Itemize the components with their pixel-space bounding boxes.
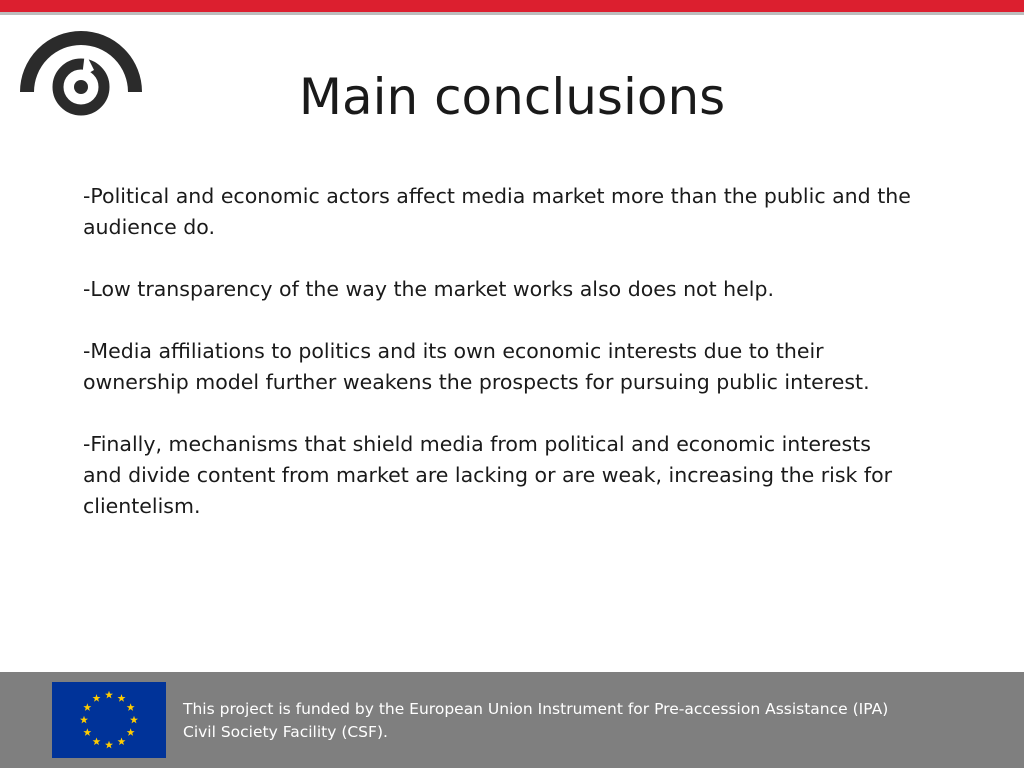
funding-notice: [183, 698, 983, 744]
eu-star-icon: [93, 694, 101, 702]
eu-star-icon: [127, 728, 135, 736]
eu-star-icon: [105, 741, 113, 749]
eu-star-icon: [93, 737, 101, 745]
eu-flag-icon: [52, 682, 166, 758]
funding-notice-line-2: Civil Society Facility (CSF).: [183, 723, 388, 741]
eu-star-icon: [127, 703, 135, 711]
eu-star-icon: [118, 694, 126, 702]
conclusion-paragraph: -Finally, mechanisms that shield media from political and economic interests and divide content from market are lacking or are weak, increasing the risk for clientelism.: [83, 432, 893, 518]
eu-star-icon: [118, 737, 126, 745]
eu-star-icon: [83, 703, 91, 711]
funding-footer: [0, 672, 1024, 768]
eu-star-icon: [80, 716, 88, 724]
conclusions-list: [83, 181, 913, 553]
conclusion-paragraph: -Political and economic actors affect media market more than the public and the audience do.: [83, 184, 911, 239]
eu-star-icon: [83, 728, 91, 736]
conclusion-paragraph: -Media affiliations to politics and its own economic interests due to their ownership model further weakens the prospects for pursuing public interest.: [83, 339, 870, 394]
slide-title: Main conclusions: [298, 68, 726, 126]
top-accent-bar: [0, 0, 1024, 12]
eu-star-icon: [130, 716, 138, 724]
conclusion-paragraph: -Low transparency of the way the market works also does not help.: [83, 277, 774, 301]
eu-star-icon: [105, 691, 113, 699]
funding-notice-line-1: This project is funded by the European Union Instrument for Pre-accession Assistance (IPA): [183, 700, 889, 718]
top-accent-bar-shadow: [0, 12, 1024, 15]
